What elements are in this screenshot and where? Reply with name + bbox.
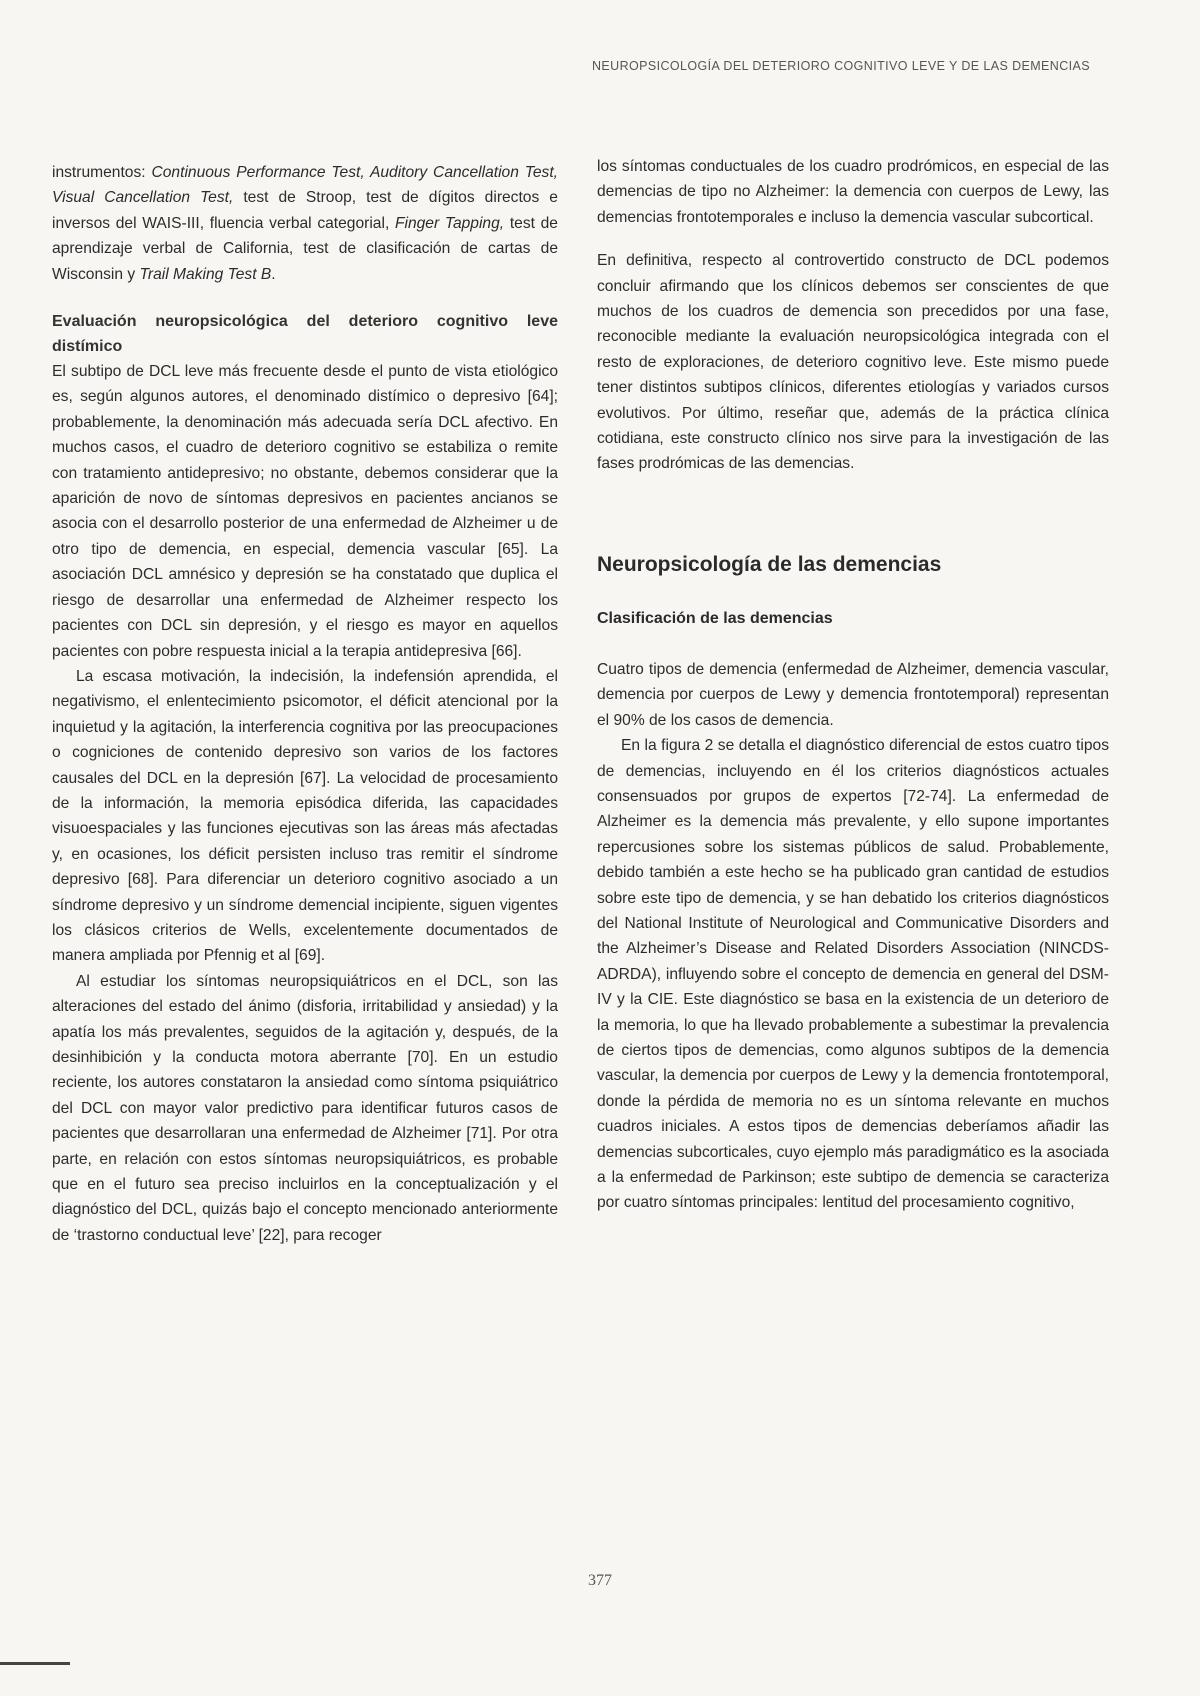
right-column — [597, 154, 1109, 1216]
running-header: NEUROPSICOLOGÍA DEL DETERIORO COGNITIVO LEVE Y DE LAS DEMENCIAS — [591, 59, 1090, 73]
left-column — [52, 160, 558, 1248]
intro-italic-3: Trail Making Test B — [139, 265, 272, 283]
subheading-dcl-distimico: Evaluación neuropsicológica del deterioro cognitivo leve distímico — [52, 313, 558, 356]
section-title: Neuropsicología de las demencias — [597, 552, 942, 576]
left-paragraph-3: Al estudiar los síntomas neuropsiquiátricos en el DCL, son las alteraciones del estado del ánimo (disforia, irritabilidad y ansiedad) y la apatía los más prevalentes, seguidos de la agitación y, después, de la desinhibición y la conducta motora aberrante [70]. En un estudio reciente, los autores constataron la ansiedad como síntoma psiquiátrico del DCL con mayor valor predictivo para identificar futuros casos de pacientes que desarrollaran una enfermedad de Alzheimer [71]. Por otra parte, en relación con estos síntomas neuropsiquiátricos, es probable que en el futuro sea preciso incluirlos en la conceptualización y el diagnóstico del DCL, quizás bajo el concepto mencionado anteriormente de ‘trastorno conductual leve’ [22], para recoger — [52, 972, 558, 1244]
right-paragraph-2: En definitiva, respecto al controvertido constructo de DCL podemos concluir afirmando que los clínicos debemos ser conscientes de que muchos de los cuadros de demencia son precedidos por una fase, reconocible mediante la evaluación neuropsicológica integrada con el resto de exploraciones, de deterioro cognitivo leve. Este mismo puede tener distintos subtipos clínicos, diferentes etiologías y variados cursos evolutivos. Por último, reseñar que, además de la práctica clínica cotidiana, este constructo clínico nos sirve para la investigación de las fases prodrómicas de las demencias. — [597, 252, 1109, 473]
left-paragraph-1: El subtipo de DCL leve más frecuente desde el punto de vista etiológico es, según algunos autores, el denominado distímico o depresivo [64]; probablemente, la denominación más adecuada sería DCL afectivo. En muchos casos, el cuadro de deterioro cognitivo se estabiliza o remite con tratamiento antidepresivo; no obstante, debemos considerar que la aparición de novo de síntomas depresivos en pacientes ancianos se asocia con el desarrollo posterior de una enfermedad de Alzheimer u de otro tipo de demencia, en especial, demencia vascular [65]. La asociación DCL amnésico y depresión se ha constatado que duplica el riesgo de desarrollar una enfermedad de Alzheimer respecto los pacientes con DCL sin depresión, y el riesgo es mayor en aquellos pacientes con pobre respuesta inicial a la terapia antidepresiva [66]. — [52, 363, 558, 660]
page-number: 377 — [588, 1572, 612, 1589]
intro-text-4: . — [271, 265, 276, 283]
intro-paragraph — [52, 160, 558, 287]
intro-text-3: test de aprendizaje verbal de California, test de clasificación de cartas de Wisconsin y — [52, 214, 558, 283]
intro-italic-1: Continuous Performance Test, Auditory Cancellation Test, Visual Cancellation Test, — [52, 164, 558, 207]
right-paragraph-1: los síntomas conductuales de los cuadro prodrómicos, en especial de las demencias de tipo no Alzheimer: la demencia con cuerpos de Lewy, las demencias frontotemporales e incluso la demencia vascular subcortical. — [597, 158, 1109, 226]
intro-italic-2: Finger Tapping, — [394, 214, 505, 232]
right-paragraph-3: Cuatro tipos de demencia (enfermedad de Alzheimer, demencia vascular, demencia por cuerpos de Lewy y demencia frontotemporal) representan el 90% de los casos de demencia. — [597, 660, 1109, 729]
right-paragraph-4: En la figura 2 se detalla el diagnóstico diferencial de estos cuatro tipos de demencias, incluyendo en él los criterios diagnósticos actuales consensuados por grupos de expertos [72-74]. La enfermedad de Alzheimer es la demencia más prevalente, y ello supone importantes repercusiones sobre los sistemas públicos de salud. Probablemente, debido también a este hecho se ha publicado gran cantidad de estudios sobre este tipo de demencia, y se han debatido los criterios diagnósticos del National Institute of Neurological and Communicative Disorders and the Alzheimer’s Disease and Related Disorders Association (NINCDS-ADRDA), influyendo sobre el concepto de demencia en general del DSM-IV y la CIE. Este diagnóstico se basa en la existencia de un deterioro de la memoria, lo que ha llevado probablemente a subestimar la prevalencia de ciertos tipos de demencias, como algunos subtipos de la demencia vascular, la demencia por cuerpos de Lewy y la demencia frontotemporal, donde la pérdida de memoria no es un síntoma relevante en muchos cuadros iniciales. A estos tipos de demencias deberíamos añadir las demencias subcorticales, cuyo ejemplo más paradigmático es la asociada a la enfermedad de Parkinson; este subtipo de demencia se caracteriza por cuatro síntomas principales: lentitud del procesamiento cognitivo, — [597, 737, 1109, 1212]
corner-rule — [0, 1662, 70, 1665]
intro-text-1: instrumentos: — [52, 164, 152, 181]
left-paragraph-2: La escasa motivación, la indecisión, la indefensión aprendida, el negativismo, el enlentecimiento psicomotor, el déficit atencional por la inquietud y la agitación, la interferencia cognitiva por las preocupaciones o cogniciones de contenido depresivo son varios de los factores causales del DCL en la depresión [67]. La velocidad de procesamiento de la información, la memoria episódica diferida, las capacidades visuoespaciales y las funciones ejecutivas son las áreas más afectadas y, en ocasiones, los déficit persisten incluso tras remitir el síndrome depresivo [68]. Para diferenciar un deterioro cognitivo asociado a un síndrome depresivo y un síndrome demencial incipiente, siguen vigentes los clásicos criterios de Wells, excelentemente documentados de manera ampliada por Pfennig et al [69]. — [52, 667, 558, 965]
subsection-title: Clasificación de las demencias — [597, 609, 833, 627]
intro-text-2: test de Stroop, test de dígitos directos e inversos del WAIS-III, fluencia verbal categorial, — [52, 189, 558, 232]
